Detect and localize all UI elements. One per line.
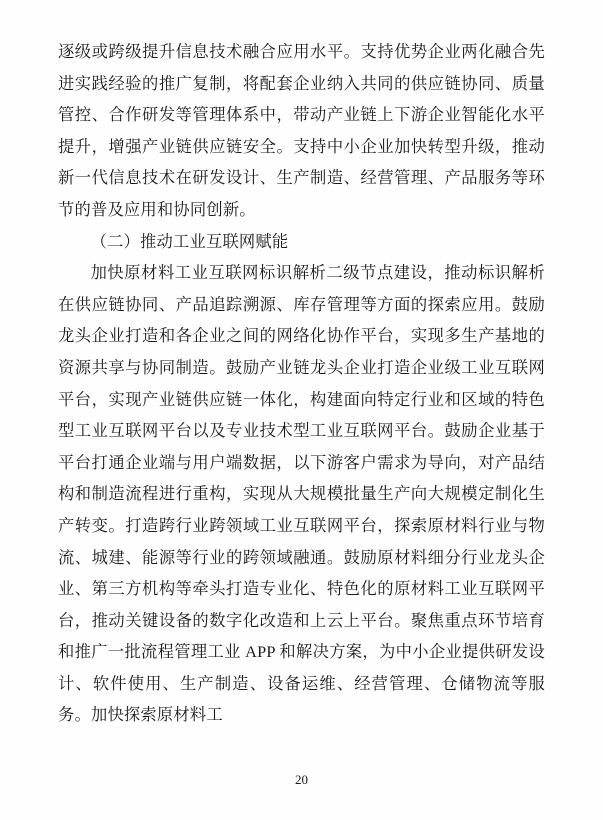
page-number: 20 (295, 772, 308, 787)
paragraph-continuation: 逐级或跨级提升信息技术融合应用水平。支持优势企业两化融合先进实践经验的推广复制，将配套企业纳入共同的供应链协同、质量管控、合作研发等管理体系中，带动产业链上下游企业智能化水平提升，增强产业链供应链安全。支持中小企业加快转型升级，推动新一代信息技术在研发设计、生产制造、经营管理、产品服务等环节的普及应用和协同创新。 (58, 42, 545, 219)
paragraph-body: 加快原材料工业互联网标识解析二级节点建设，推动标识解析在供应链协同、产品追踪溯源、库存管理等方面的探索应用。鼓励龙头企业打造和各企业之间的网络化协作平台，实现多生产基地的资源共享与协同制造。鼓励产业链龙头企业打造企业级工业互联网平台，实现产业链供应链一体化，构建面向特定行业和区域的特色型工业互联网平台以及专业技术型工业互联网平台。鼓励企业基于平台打通企业端与用户端数据，以下游客户需求为导向，对产品结构和制造流程进行重构，实现从大规模批量生产向大规模定制化生产转变。打造跨行业跨领域工业互联网平台，探索原材料行业与物流、城建、能源等行业的跨领域融通。鼓励原材料细分行业龙头企业、第三方机构等牵头打造专业化、特色化的原材料工业互联网平台，推动关键设备的数字化改造和上云上平台。聚焦重点环节培育和推广一批流程管理工业 APP 和解决方案，为中小企业提供研发设计、软件使用、生产制造、设备运维、经营管理、仓储物流等服务。加快探索原材料工 (58, 263, 545, 725)
page-body (58, 36, 545, 731)
section-heading: （二）推动工业互联网赋能 (90, 231, 289, 251)
